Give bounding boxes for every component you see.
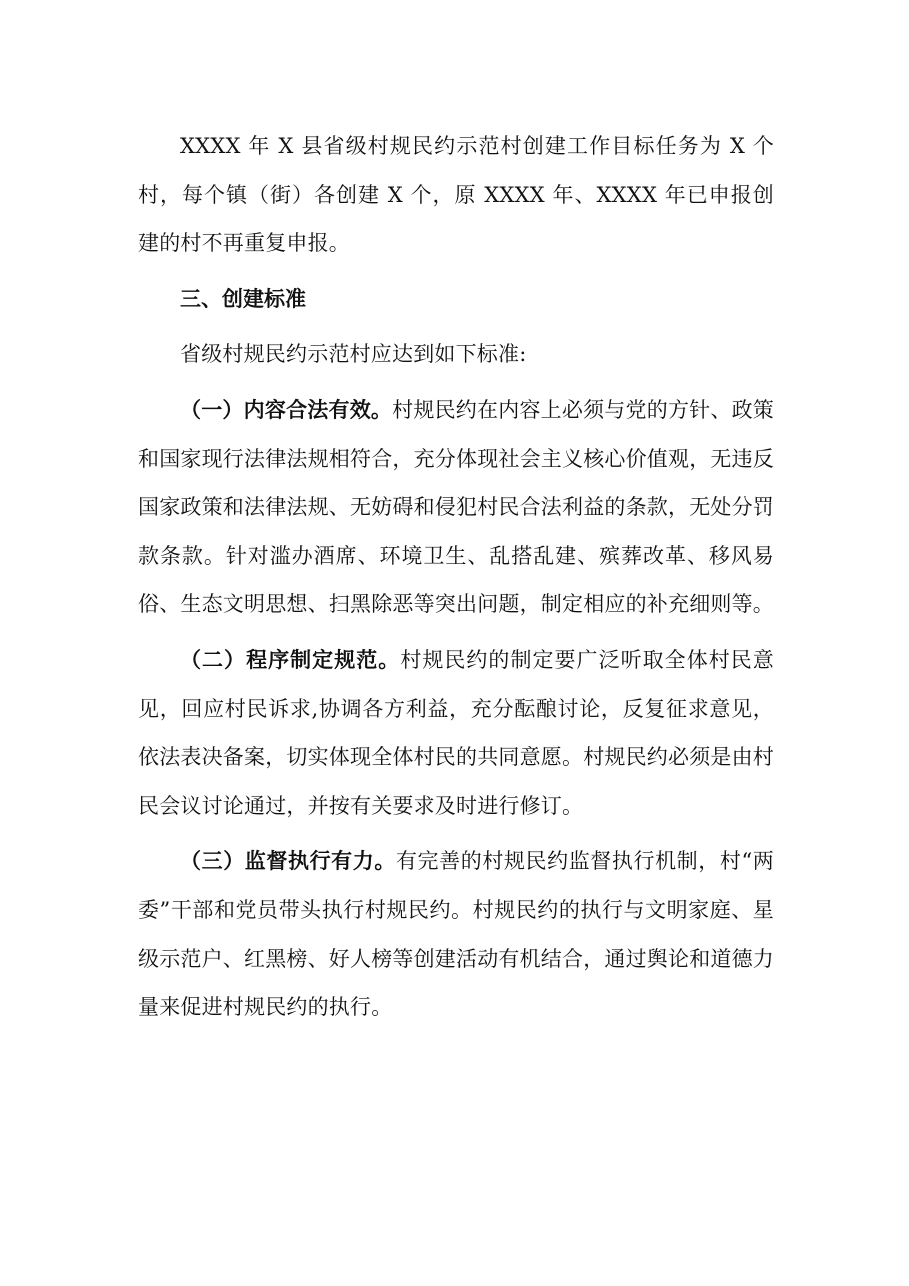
standard-item-1 [138,386,774,629]
standard-item-1-body: 村规民约在内容上必须与党的方针、政策和国家现行法律法规相符合，充分体现社会主义核心价值观，无违反国家政策和法律法规、无妨碍和侵犯村民合法利益的条款，无处分罚款条款。针对滥办酒席、环境卫生、乱搭乱建、殡葬改革、移风易俗、生态文明思想、扫黑除恶等突出问题，制定相应的补充细则等。 [138,397,775,617]
paragraph-intro: 省级村规民约示范村应达到如下标准: [180,342,527,367]
standard-item-3-body: 有完善的村规民约监督执行机制，村“两委”干部和党员带头执行村规民约。村规民约的执行与文明家庭、星级示范户、红黑榜、好人榜等创建活动有机结合，通过舆论和道德力量来促进村规民约的执行。 [138,849,774,1020]
standard-item-2 [138,636,774,830]
standard-item-1-lead: （一）内容合法有效。 [180,396,393,422]
standard-item-3-lead: （三）监督执行有力。 [180,848,396,874]
standard-item-2-lead: （二）程序制定规范。 [180,646,401,672]
section-heading-standards: 三、创建标准 [180,285,306,311]
standard-item-3 [138,837,774,1031]
standard-item-2-body: 村规民约的制定要广泛听取全体村民意见，回应村民诉求,协调各方利益，充分酝酿讨论，反复征求意见，依法表决备案，切实体现全体村民的共同意愿。村规民约必须是由村民会议讨论通过，并按有关要求及时进行修订。 [138,647,774,818]
paragraph-targets: XXXX 年 X 县省级村规民约示范村创建工作目标任务为 X 个村，每个镇（街）各创建 X 个，原 XXXX 年、XXXX 年已申报创建的村不再重复申报。 [138,134,774,256]
document-body [138,122,774,1032]
